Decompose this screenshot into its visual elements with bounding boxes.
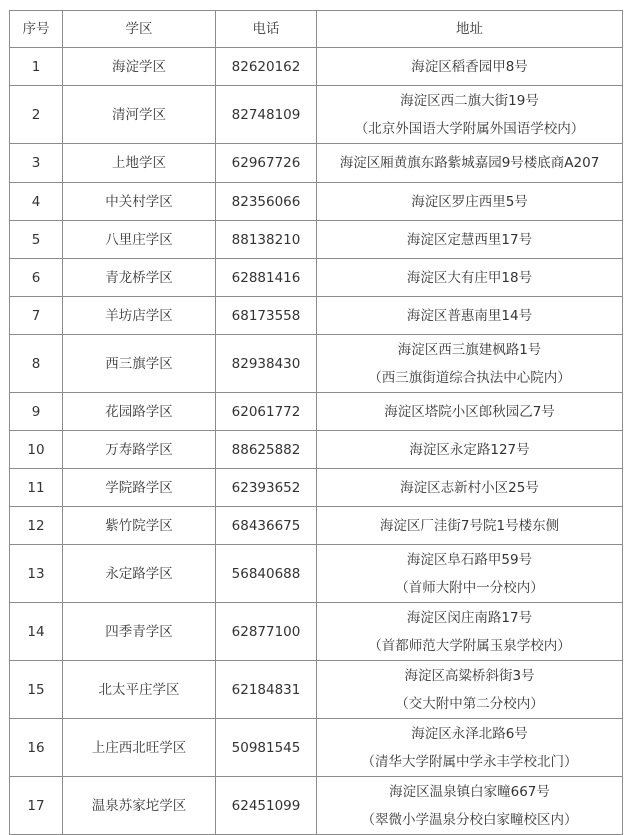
address-line: 海淀区永泽北路6号 <box>411 725 528 742</box>
row-district-cell: 中关村学区 <box>63 183 216 221</box>
row-no-cell: 9 <box>10 393 63 431</box>
table-row <box>10 719 623 777</box>
row-phone-cell: 62967726 <box>216 144 317 183</box>
row-phone-cell: 88138210 <box>216 221 317 259</box>
row-district-cell: 万寿路学区 <box>63 431 216 469</box>
address-line: 海淀区阜石路甲59号 <box>406 551 533 568</box>
row-address-cell <box>317 431 623 469</box>
table-row <box>10 545 623 603</box>
row-district-cell: 海淀学区 <box>63 48 216 86</box>
row-district-cell: 八里庄学区 <box>63 221 216 259</box>
row-district-cell: 北太平庄学区 <box>63 661 216 719</box>
address-line: （清华大学附属中学永丰学校北门） <box>361 753 578 770</box>
row-district-cell: 西三旗学区 <box>63 335 216 393</box>
row-district-cell: 青龙桥学区 <box>63 259 216 297</box>
address-line: 海淀区厢黄旗东路紫城嘉园9号楼底商A207 <box>339 155 600 171</box>
row-address-cell <box>317 777 623 835</box>
row-no-cell: 13 <box>10 545 63 603</box>
row-phone-cell: 62877100 <box>216 603 317 661</box>
address-line: 海淀区塔院小区郎秋园乙7号 <box>384 403 555 420</box>
table-row <box>10 86 623 144</box>
row-no-cell: 16 <box>10 719 63 777</box>
row-address-cell <box>317 221 623 259</box>
district-contact-table <box>9 10 623 835</box>
row-address-cell <box>317 259 623 297</box>
table-row <box>10 297 623 335</box>
row-phone-cell: 68436675 <box>216 507 317 545</box>
row-no-cell: 14 <box>10 603 63 661</box>
row-phone-cell: 56840688 <box>216 545 317 603</box>
row-no-cell: 2 <box>10 86 63 144</box>
row-phone-cell: 62061772 <box>216 393 317 431</box>
table-row <box>10 259 623 297</box>
table-header-row <box>10 11 623 48</box>
address-line: （首都师范大学附属玉泉学校内） <box>368 637 571 654</box>
row-address-cell <box>317 507 623 545</box>
row-no-cell: 8 <box>10 335 63 393</box>
header-address: 地址 <box>317 11 623 48</box>
row-address-cell <box>317 297 623 335</box>
table-row <box>10 661 623 719</box>
table-row <box>10 183 623 221</box>
row-phone-cell: 50981545 <box>216 719 317 777</box>
address-line: （交大附中第二分校内） <box>395 695 544 712</box>
row-phone-cell: 62184831 <box>216 661 317 719</box>
row-address-cell <box>317 183 623 221</box>
address-line: 海淀区温泉镇白家疃667号 <box>389 783 550 800</box>
row-no-cell: 4 <box>10 183 63 221</box>
row-district-cell: 温泉苏家坨学区 <box>63 777 216 835</box>
row-district-cell: 紫竹院学区 <box>63 507 216 545</box>
row-no-cell: 12 <box>10 507 63 545</box>
header-district: 学区 <box>63 11 216 48</box>
table-row <box>10 335 623 393</box>
address-line: 海淀区普惠南里14号 <box>406 307 533 324</box>
address-line: （首师大附中一分校内） <box>395 579 544 596</box>
address-line: 海淀区大有庄甲18号 <box>406 269 533 286</box>
address-line: 海淀区罗庄西里5号 <box>411 193 528 210</box>
address-line: 海淀区定慧西里17号 <box>406 231 533 248</box>
row-no-cell: 7 <box>10 297 63 335</box>
table-row <box>10 393 623 431</box>
row-phone-cell: 82356066 <box>216 183 317 221</box>
row-district-cell: 清河学区 <box>63 86 216 144</box>
table-row <box>10 777 623 835</box>
header-no: 序号 <box>10 11 63 48</box>
table-row <box>10 221 623 259</box>
address-line: 海淀区西二旗大街19号 <box>400 92 539 109</box>
address-line: （北京外国语大学附属外国语学校内） <box>354 120 585 137</box>
row-address-cell <box>317 661 623 719</box>
address-line: 海淀区西三旗建枫路1号 <box>397 341 542 358</box>
row-district-cell: 羊坊店学区 <box>63 297 216 335</box>
address-line: （翠微小学温泉分校白家疃校区内） <box>361 811 578 828</box>
table-row <box>10 144 623 183</box>
row-phone-cell: 62393652 <box>216 469 317 507</box>
row-phone-cell: 82748109 <box>216 86 317 144</box>
row-phone-cell: 88625882 <box>216 431 317 469</box>
row-address-cell <box>317 393 623 431</box>
row-phone-cell: 82938430 <box>216 335 317 393</box>
row-phone-cell: 82620162 <box>216 48 317 86</box>
row-no-cell: 17 <box>10 777 63 835</box>
row-district-cell: 花园路学区 <box>63 393 216 431</box>
address-line: 海淀区高粱桥斜街3号 <box>404 667 535 684</box>
row-phone-cell: 62451099 <box>216 777 317 835</box>
row-no-cell: 5 <box>10 221 63 259</box>
header-phone: 电话 <box>216 11 317 48</box>
row-no-cell: 15 <box>10 661 63 719</box>
table-row <box>10 469 623 507</box>
address-line: 海淀区稻香园甲8号 <box>411 58 528 75</box>
row-phone-cell: 62881416 <box>216 259 317 297</box>
row-phone-cell: 68173558 <box>216 297 317 335</box>
row-address-cell <box>317 603 623 661</box>
row-address-cell <box>317 469 623 507</box>
row-no-cell: 10 <box>10 431 63 469</box>
table-row <box>10 48 623 86</box>
table-row <box>10 603 623 661</box>
row-address-cell <box>317 335 623 393</box>
row-district-cell: 四季青学区 <box>63 603 216 661</box>
table-row <box>10 507 623 545</box>
row-district-cell: 永定路学区 <box>63 545 216 603</box>
table-row <box>10 431 623 469</box>
row-address-cell <box>317 144 623 183</box>
address-line: 海淀区永定路127号 <box>409 441 530 458</box>
row-district-cell: 上庄西北旺学区 <box>63 719 216 777</box>
row-address-cell <box>317 719 623 777</box>
row-no-cell: 11 <box>10 469 63 507</box>
row-address-cell <box>317 86 623 144</box>
row-address-cell <box>317 48 623 86</box>
table-body <box>10 48 623 835</box>
row-district-cell: 学院路学区 <box>63 469 216 507</box>
address-line: 海淀区厂洼街7号院1号楼东侧 <box>379 517 560 534</box>
row-no-cell: 6 <box>10 259 63 297</box>
row-no-cell: 3 <box>10 144 63 183</box>
address-line: （西三旗街道综合执法中心院内） <box>368 369 571 386</box>
row-district-cell: 上地学区 <box>63 144 216 183</box>
address-line: 海淀区闵庄南路17号 <box>406 609 533 626</box>
address-line: 海淀区志新村小区25号 <box>400 479 539 496</box>
row-address-cell <box>317 545 623 603</box>
row-no-cell: 1 <box>10 48 63 86</box>
